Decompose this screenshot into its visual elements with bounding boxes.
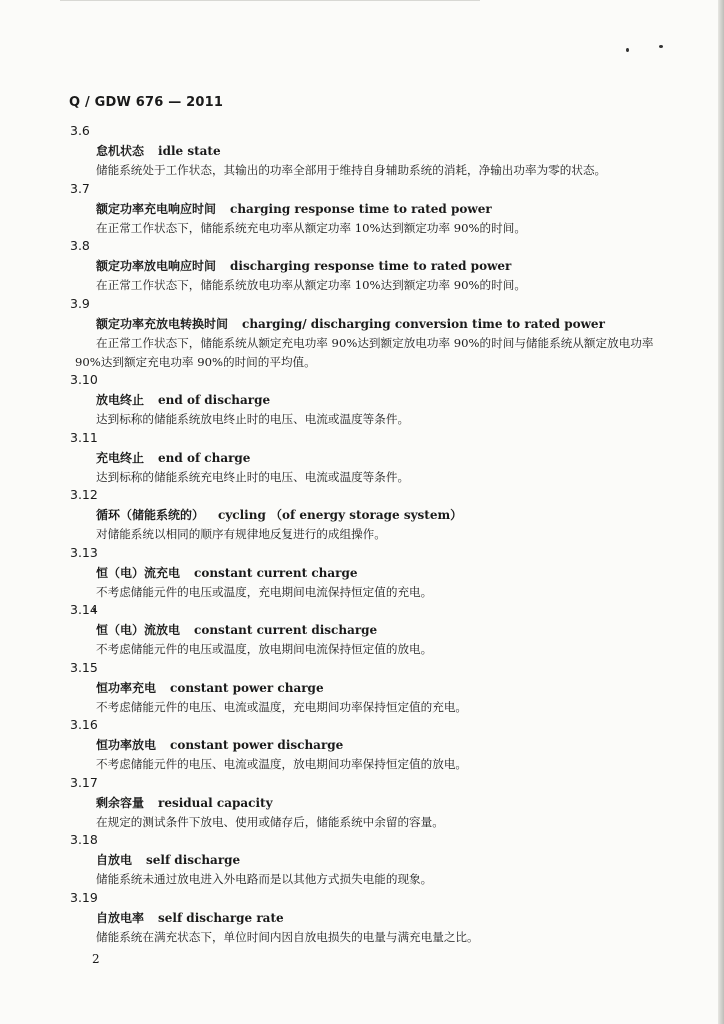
term-en: self discharge rate (158, 910, 284, 925)
term-entry (0, 890, 724, 948)
term-number: 3.18 (70, 832, 98, 847)
term-zh: 恒功率放电 (96, 738, 157, 752)
term-number: 3.8 (70, 238, 90, 253)
page-number: 2 (92, 952, 100, 966)
term-en: end of charge (158, 450, 251, 465)
term-title (96, 391, 270, 408)
term-zh: 恒功率充电 (96, 680, 157, 695)
term-entry (0, 602, 724, 660)
term-en: charging/ discharging conversion time to rated power (242, 316, 605, 331)
term-zh: 恒（电）流放电 (96, 623, 181, 637)
term-number: 3.9 (70, 295, 90, 311)
term-en: charging response time to rated power (230, 201, 492, 216)
term-number: 3.10 (70, 372, 98, 387)
term-number: 3.17 (70, 774, 98, 790)
scan-speck (626, 48, 629, 52)
term-zh: 恒（电）流充电 (96, 565, 181, 580)
term-entry (0, 487, 724, 545)
term-number: 3.13 (70, 544, 98, 560)
scan-speck (659, 45, 663, 48)
term-en: end of discharge (158, 393, 271, 407)
term-entry (0, 296, 724, 373)
term-definition: 不考虑储能元件的电压或温度，放电期间电流保持恒定值的放电。 (96, 642, 433, 656)
term-title (96, 564, 357, 581)
term-en: constant power discharge (170, 738, 344, 752)
term-entry (0, 238, 724, 296)
term-entry (0, 717, 724, 775)
term-title (96, 679, 324, 696)
term-title (96, 736, 343, 753)
term-zh: 自放电 (96, 853, 133, 867)
term-title (96, 200, 492, 217)
term-title (96, 851, 240, 868)
term-zh: 额定功率充电响应时间 (96, 201, 217, 216)
term-title (96, 621, 377, 638)
term-en: self discharge (146, 853, 241, 867)
document-header: Q / GDW 676 — 2011 (69, 95, 224, 110)
term-zh: 剩余容量 (96, 795, 145, 810)
term-definition: 在正常工作状态下，储能系统从额定充电功率 90%达到额定放电功率 90%的时间与储能系统从额定放电功率 90%达到额定充电功率 90%的时间的平均值。 (75, 335, 654, 369)
term-en: constant power charge (170, 680, 324, 695)
term-definition: 对储能系统以相同的顺序有规律地反复进行的成组操作。 (96, 527, 386, 541)
term-zh: 额定功率放电响应时间 (96, 259, 217, 273)
term-number: 3.11 (70, 429, 98, 445)
term-definition: 不考虑储能元件的电压、电流或温度，放电期间功率保持恒定值的放电。 (96, 757, 468, 771)
term-entry (0, 832, 724, 890)
term-number: 3.7 (70, 180, 90, 196)
term-zh: 额定功率充放电转换时间 (96, 316, 229, 331)
term-en: cycling （of energy storage system） (218, 508, 463, 522)
term-entry (0, 545, 724, 603)
term-title (96, 506, 462, 523)
term-definition: 储能系统处于工作状态，其输出的功率全部用于维持自身辅助系统的消耗，净输出功率为零的状态。 (96, 163, 607, 177)
term-number: 3.15 (70, 659, 98, 675)
term-entry (0, 775, 724, 833)
term-number: 3.19 (70, 889, 98, 905)
term-en: idle state (158, 144, 221, 158)
term-entry (0, 430, 724, 488)
term-zh: 循环（储能系统的） (96, 508, 205, 522)
term-title (96, 909, 284, 926)
term-definition: 储能系统未通过放电进入外电路而是以其他方式损失电能的现象。 (96, 872, 433, 886)
term-en: residual capacity (158, 795, 273, 810)
term-entry (0, 123, 724, 181)
terms-list (0, 123, 724, 947)
scan-top-rule (60, 0, 480, 1)
term-definition: 在正常工作状态下，储能系统放电功率从额定功率 10%达到额定功率 90%的时间。 (96, 278, 526, 292)
term-title (96, 794, 273, 811)
term-definition: 在规定的测试条件下放电、使用或储存后，储能系统中余留的容量。 (96, 814, 444, 829)
term-en: constant current charge (194, 565, 358, 580)
term-definition: 达到标称的储能系统放电终止时的电压、电流或温度等条件。 (96, 412, 410, 426)
term-title (96, 315, 605, 332)
term-definition: 达到标称的储能系统充电终止时的电压、电流或温度等条件。 (96, 469, 410, 484)
term-title (96, 257, 511, 274)
term-entry (0, 372, 724, 430)
term-definition: 不考虑储能元件的电压或温度，充电期间电流保持恒定值的充电。 (96, 584, 433, 599)
term-number: 3.16 (70, 717, 98, 732)
term-zh: 放电终止 (96, 393, 145, 407)
term-en: constant current discharge (194, 623, 378, 637)
term-zh: 充电终止 (96, 450, 145, 465)
term-title (96, 449, 250, 466)
term-entry (0, 181, 724, 239)
term-definition: 储能系统在满充状态下，单位时间内因自放电损失的电量与满充电量之比。 (96, 929, 479, 944)
term-zh: 怠机状态 (96, 144, 145, 158)
term-number: 3.14 (70, 602, 98, 617)
term-en: discharging response time to rated power (230, 259, 512, 273)
term-number: 3.6 (70, 123, 90, 138)
term-definition: 不考虑储能元件的电压、电流或温度，充电期间功率保持恒定值的充电。 (96, 699, 468, 714)
term-number: 3.12 (70, 487, 98, 502)
term-definition: 在正常工作状态下，储能系统充电功率从额定功率 10%达到额定功率 90%的时间。 (96, 220, 526, 235)
term-entry (0, 660, 724, 718)
term-zh: 自放电率 (96, 910, 145, 925)
term-title (96, 142, 221, 159)
